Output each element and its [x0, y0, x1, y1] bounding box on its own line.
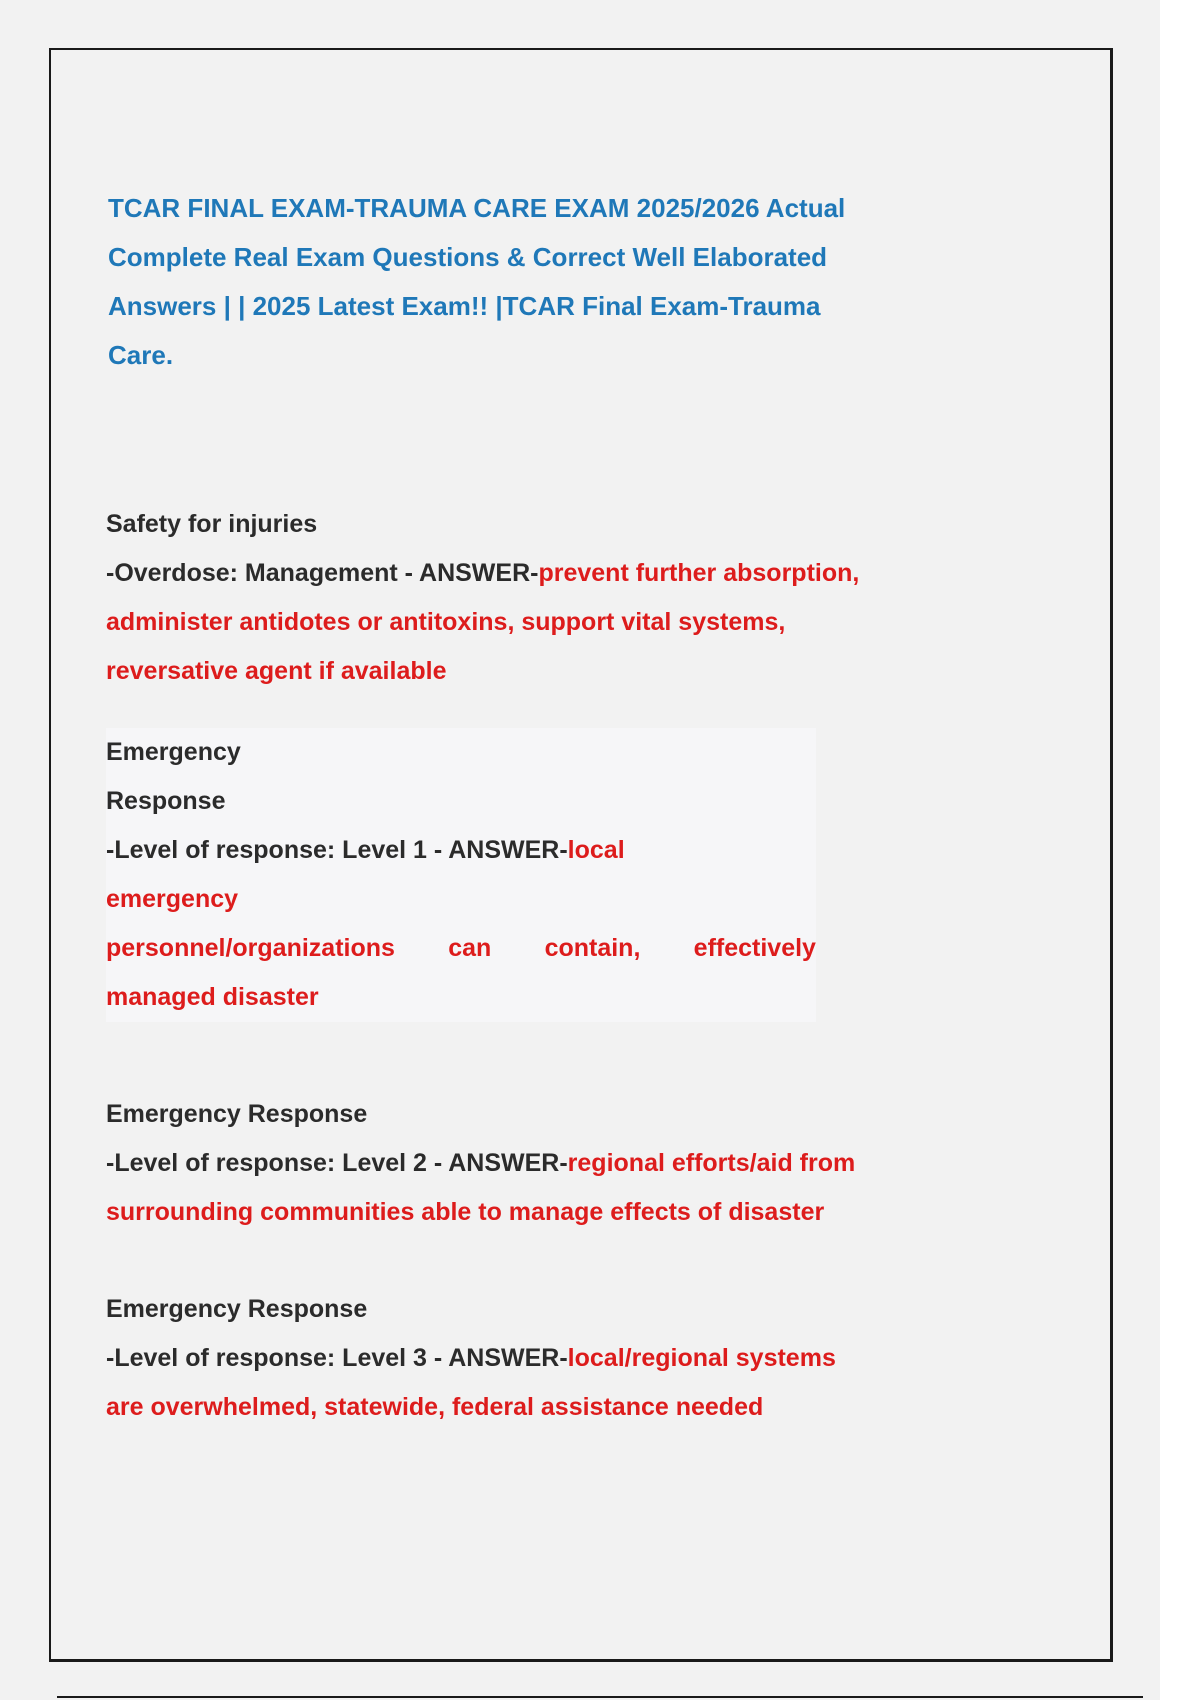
qa-answer: surrounding communities able to manage effects of disaster: [106, 1198, 825, 1226]
qa-heading: Response: [106, 787, 226, 815]
qa-answer-justified: [106, 924, 816, 973]
qa-answer: emergency: [106, 885, 239, 913]
document-title: [108, 184, 968, 380]
qa-answer-word: personnel/organizations: [106, 934, 395, 962]
qa-answer: administer antidotes or antitoxins, support vital systems,: [106, 608, 786, 636]
qa-answer: local: [567, 836, 625, 864]
qa-answer: reversative agent if available: [106, 657, 447, 685]
title-line: Complete Real Exam Questions & Correct Well Elaborated: [108, 242, 828, 272]
qa-heading: Emergency Response: [106, 1100, 368, 1128]
next-page-edge: [57, 1696, 1143, 1698]
qa-answer: prevent further absorption,: [538, 559, 860, 587]
qa-answer: are overwhelmed, statewide, federal assistance needed: [106, 1393, 764, 1421]
qa-question: -Overdose: Management - ANSWER-: [106, 559, 539, 587]
qa-question: -Level of response: Level 2 - ANSWER-: [106, 1149, 568, 1177]
title-line: Care.: [108, 340, 174, 370]
viewer-margin: [1160, 0, 1200, 1700]
qa-question-line: [106, 1139, 1006, 1188]
qa-heading: Emergency Response: [106, 1295, 368, 1323]
qa-item: [106, 728, 816, 1022]
qa-answer: regional efforts/aid from: [567, 1149, 856, 1177]
qa-answer: managed disaster: [106, 983, 319, 1011]
qa-item: [106, 1285, 1006, 1432]
qa-question: -Level of response: Level 3 - ANSWER-: [106, 1344, 568, 1372]
qa-answer-word: can: [448, 934, 492, 962]
qa-question-line: [106, 549, 1006, 598]
qa-question-line: [106, 826, 816, 875]
qa-question-line: [106, 1334, 1006, 1383]
qa-item: [106, 1090, 1006, 1237]
qa-heading: Safety for injuries: [106, 510, 318, 538]
title-line: Answers | | 2025 Latest Exam!! |TCAR Final Exam-Trauma: [108, 291, 821, 321]
qa-item: [106, 500, 1006, 696]
qa-question: -Level of response: Level 1 - ANSWER-: [106, 836, 568, 864]
qa-answer: local/regional systems: [567, 1344, 836, 1372]
title-line: TCAR FINAL EXAM-TRAUMA CARE EXAM 2025/2026 Actual: [108, 193, 846, 223]
qa-heading: Emergency: [106, 738, 241, 766]
qa-answer-word: effectively: [693, 934, 816, 962]
qa-answer-word: contain,: [544, 934, 641, 962]
